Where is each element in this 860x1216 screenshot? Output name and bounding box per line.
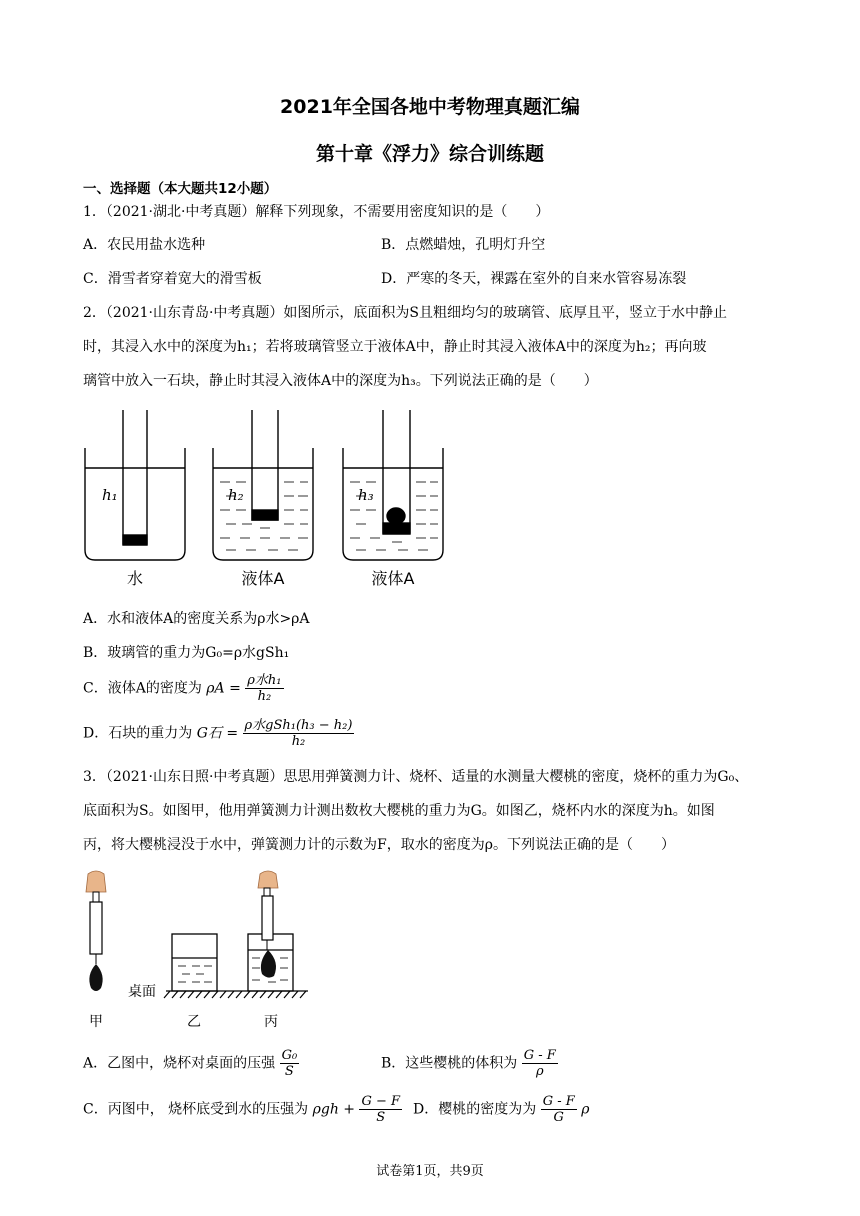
fig-label-bing: 丙: [264, 1014, 278, 1030]
option-d-denominator: h₂: [291, 734, 306, 749]
question-2-figure: [80, 410, 450, 595]
question-1-option-a: A．农民用盐水选种: [83, 237, 206, 253]
page-subtitle: 第十章《浮力》综合训练题: [315, 143, 544, 165]
question-3-option-a: [83, 1048, 299, 1079]
option-c-denominator: h₂: [257, 689, 272, 704]
fig-label-water: 水: [126, 569, 144, 588]
q3-option-b-numerator: G - F: [523, 1048, 556, 1063]
h2-label: h₂: [228, 486, 244, 504]
option-d-numerator: ρ水gSh₁(h₃ − h₂): [244, 718, 353, 733]
page-footer: 试卷第1页，共9页: [376, 1164, 484, 1179]
desk-label: 桌面: [128, 984, 156, 1000]
q3-option-c-numerator: G − F: [361, 1094, 401, 1109]
fig-label-liquid-a-1: 液体A: [241, 569, 285, 588]
spring-scale-jia: [86, 871, 106, 991]
desk-surface: [164, 991, 308, 998]
option-c-lhs: ρA =: [206, 680, 241, 697]
q3-option-a-fraction: [280, 1048, 300, 1079]
question-3-option-c: [83, 1094, 402, 1125]
question-1-stem: 1．（2021·湖北·中考真题）解释下列现象，不需要用密度知识的是（ ）: [83, 204, 550, 220]
option-d-fraction: [243, 718, 355, 749]
beaker-water: [85, 410, 185, 560]
option-d-lhs: G石 =: [196, 725, 239, 742]
q3-option-b-prefix: B．这些樱桃的体积为: [381, 1055, 518, 1072]
q3-option-b-fraction: [522, 1048, 558, 1079]
fig-label-yi: 乙: [187, 1014, 201, 1030]
question-1-option-d: D．严寒的冬天，裸露在室外的自来水管容易冻裂: [381, 271, 687, 287]
q3-option-d-fraction: [541, 1094, 577, 1125]
question-2-option-c: [83, 673, 284, 704]
spring-scale-bing: [258, 871, 278, 978]
q3-option-c-fraction: [359, 1094, 402, 1125]
question-3-option-d: [413, 1094, 589, 1125]
question-1-option-c: C．滑雪者穿着宽大的滑雪板: [83, 271, 262, 287]
beaker-liquid-a-2: [343, 410, 443, 560]
q3-option-c-denominator: S: [376, 1110, 386, 1125]
q3-option-a-prefix: A．乙图中，烧杯对桌面的压强: [83, 1055, 276, 1072]
question-2-line-3: 璃管中放入一石块，静止时其浸入液体A中的深度为h₃。下列说法正确的是（ ）: [83, 373, 598, 389]
question-3-line-1: 3．（2021·山东日照·中考真题）思思用弹簧测力计、烧杯、适量的水测量大樱桃的密度，烧杯的重力为G₀、: [83, 769, 749, 785]
option-c-numerator: ρ水h₁: [247, 673, 282, 688]
question-3-line-2: 底面积为S。如图甲，他用弹簧测力计测出数枚大樱桃的重力为G。如图乙，烧杯内水的深度为h。如图: [83, 803, 715, 819]
question-2-option-b: B．玻璃管的重力为G₀=ρ水gSh₁: [83, 645, 290, 661]
question-3-line-3: 丙，将大樱桃浸没于水中，弹簧测力计的示数为F，取水的密度为ρ。下列说法正确的是（ ）: [83, 837, 675, 853]
beaker-yi: [172, 934, 217, 991]
q3-option-d-denominator: G: [553, 1110, 564, 1125]
question-1-option-b: B．点燃蜡烛，孔明灯升空: [381, 237, 546, 253]
question-2-option-a: A．水和液体A的密度关系为ρ水>ρA: [83, 611, 310, 627]
q3-option-c-expr: ρgh +: [312, 1101, 356, 1118]
q3-option-b-denominator: ρ: [535, 1064, 544, 1079]
question-2-option-d: [83, 718, 354, 749]
section-heading: 一、选择题（本大题共12小题）: [83, 181, 278, 197]
q3-option-d-suffix: ρ: [581, 1101, 590, 1118]
question-3-option-b: [381, 1048, 558, 1079]
question-2-line-2: 时，其浸入水中的深度为h₁；若将玻璃管竖立于液体A中，静止时其浸入液体A中的深度为h₂；再向玻: [83, 339, 707, 355]
fig-label-jia: 甲: [89, 1014, 103, 1030]
question-3-figure: [76, 870, 316, 1035]
beaker-liquid-a-1: [213, 410, 313, 560]
q3-option-a-denominator: S: [284, 1064, 294, 1079]
h3-label: h₃: [358, 486, 374, 504]
option-c-prefix: C．液体A的密度为: [83, 680, 202, 697]
q3-option-a-numerator: G₀: [281, 1048, 298, 1063]
option-c-fraction: [245, 673, 283, 704]
fig-label-liquid-a-2: 液体A: [371, 569, 415, 588]
q3-option-c-prefix: C．丙图中， 烧杯底受到水的压强为: [83, 1101, 309, 1118]
q3-option-d-prefix: D．樱桃的密度为为: [413, 1101, 537, 1118]
question-2-line-1: 2．（2021·山东青岛·中考真题）如图所示，底面积为S且粗细均匀的玻璃管、底厚且平，竖立于水中静止: [83, 305, 728, 321]
q3-option-d-numerator: G - F: [542, 1094, 575, 1109]
h1-label: h₁: [102, 486, 118, 504]
option-d-prefix: D．石块的重力为: [83, 725, 193, 742]
page-title: 2021年全国各地中考物理真题汇编: [280, 96, 580, 118]
